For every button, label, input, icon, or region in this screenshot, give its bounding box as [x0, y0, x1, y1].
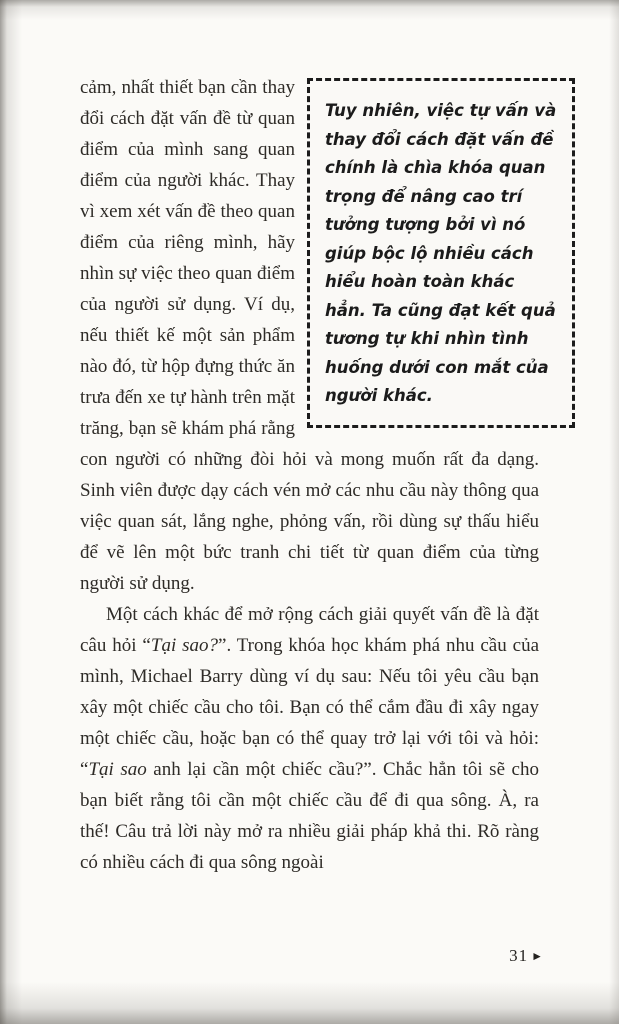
- paragraph-2-italic: Tại sao: [88, 759, 147, 780]
- callout-text: Tuy nhiên, việc tự vấn và thay đổi cách đặt vấn đề chính là chìa khóa quan trọng để nâng cao trí tưởng tượng bởi vì nó giúp bộc lộ nhiều cách hiểu hoàn toàn khác hẳn. Ta cũng đạt kết quả tương tự khi nhìn tình huống dưới con mắt của người khác.: [325, 101, 557, 405]
- callout-box: [307, 78, 575, 428]
- paragraph-2-segment: Một cách khác để mở rộng cách giải quyết vấn đề là đặt câu hỏi “: [80, 604, 539, 656]
- page-footer: [509, 946, 543, 966]
- paragraph-2-segment: ”. Trong khóa học khám phá nhu cầu của mình, Michael Barry dùng ví dụ sau: Nếu tôi yêu cầu bạn xây một chiếc cầu cho tôi. Bạn có thể cắm đầu đi xây ngay một chiếc cầu, hoặc bạn có thể quay trở lại với tôi và hỏi: “: [80, 635, 540, 780]
- page-arrow-icon: ►: [531, 949, 543, 963]
- page-number: 31: [509, 946, 529, 965]
- paragraph-2-italic: Tại sao?: [150, 635, 219, 656]
- paragraph-2: [80, 599, 539, 878]
- paragraph-1: cảm, nhất thiết bạn cần thay đổi cách đặt vấn đề từ quan điểm của mình sang quan điểm của người khác. Thay vì xem xét vấn đề theo quan điểm của riêng mình, hãy nhìn sự việc theo quan điểm của người sử dụng. Ví dụ, nếu thiết kế một sản phẩm nào đó, từ hộp đựng thức ăn trưa đến xe tự hành trên mặt trăng, bạn sẽ khám phá rằng con người có những đòi hỏi và mong muốn rất đa dạng. Sinh viên được dạy cách vén mở các nhu cầu này thông qua việc quan sát, lắng nghe, phỏng vấn, rồi dùng sự thấu hiểu để vẽ lên một bức tranh chi tiết từ quan điểm của từng người sử dụng.: [80, 77, 539, 594]
- paragraph-2-segment: anh lại cần một chiếc cầu?”. Chắc hẳn tôi sẽ cho bạn biết rằng tôi cần một chiếc cầu để đi qua sông. À, ra thế! Câu trả lời này mở ra nhiều giải pháp khả thi. Rõ ràng có nhiều cách đi qua sông ngoài: [80, 759, 539, 873]
